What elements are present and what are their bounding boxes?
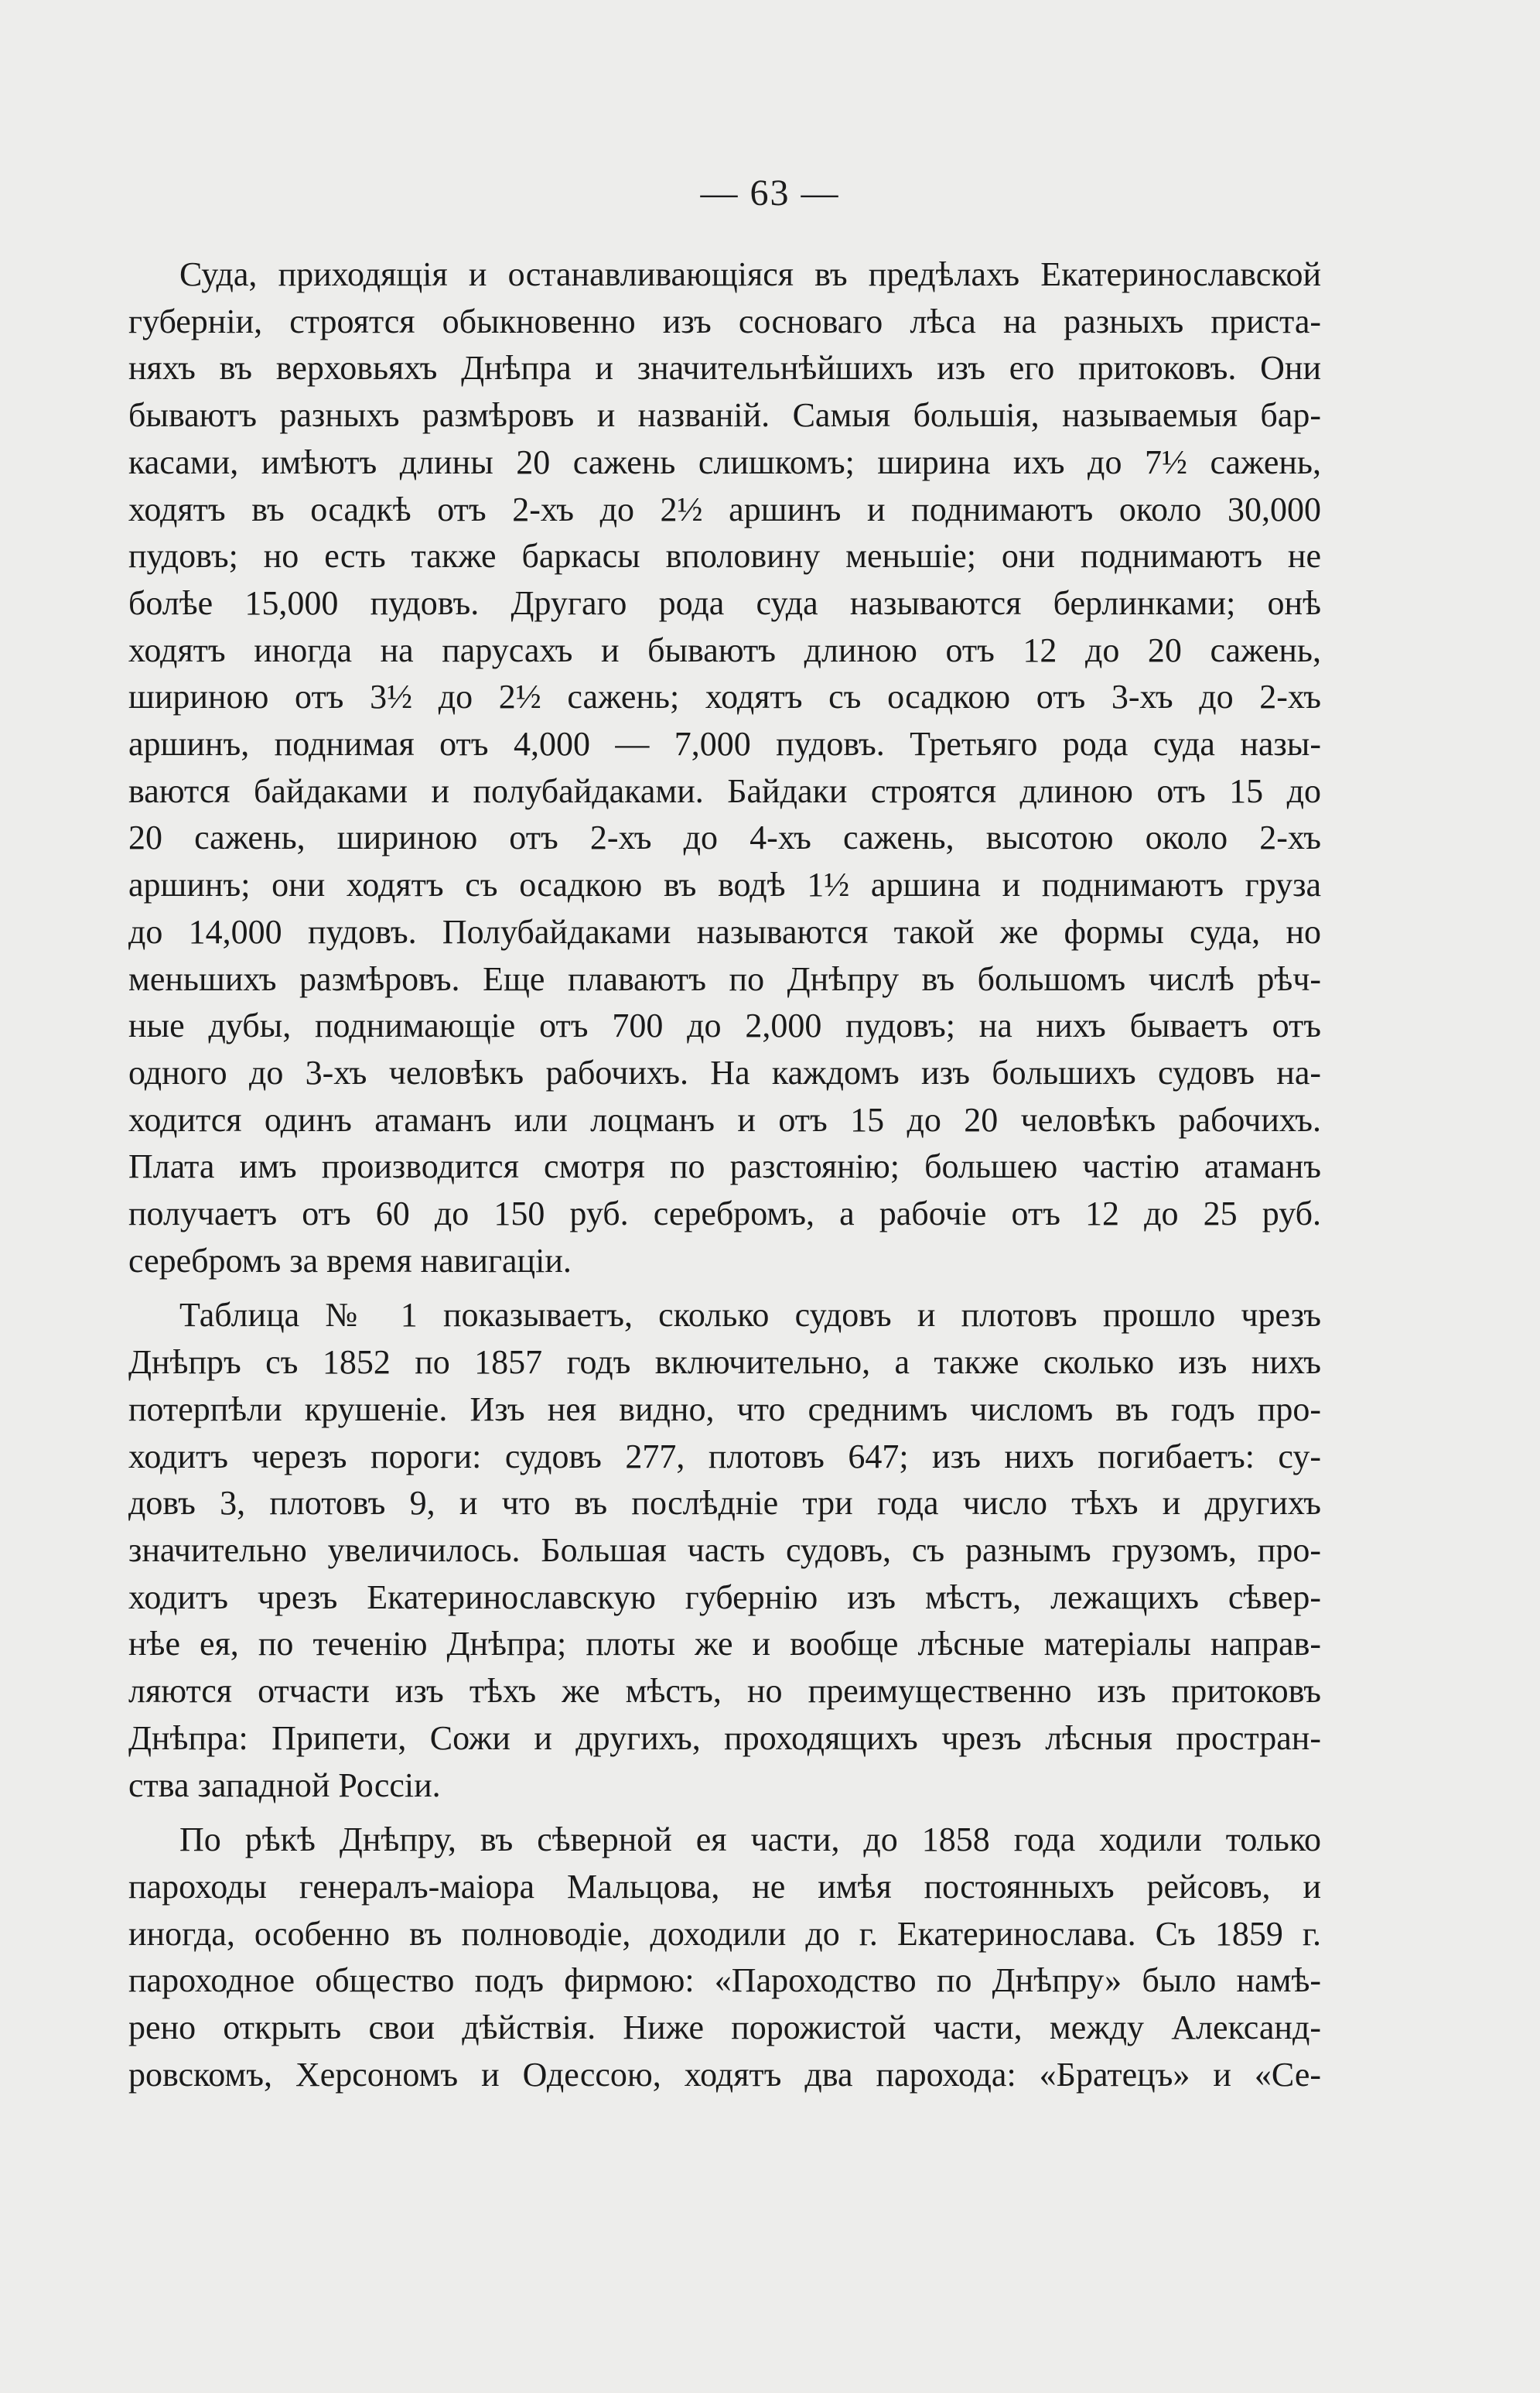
text-line: По рѣкѣ Днѣпру, въ сѣверной ея части, до 1858 года ходили только xyxy=(179,1820,1321,1859)
text-line: ные дубы, поднимающіе отъ 700 до 2,000 пудовъ; на нихъ бываетъ отъ xyxy=(128,1007,1321,1045)
text-line: значительно увеличилось. Большая часть судовъ, съ разнымъ грузомъ, про- xyxy=(128,1530,1321,1569)
text-line: Плата имъ производится смотря по разстоянію; большею частію атаманъ xyxy=(128,1147,1321,1186)
text-line: ляются отчасти изъ тѣхъ же мѣстъ, но преимущественно изъ притоковъ xyxy=(128,1672,1321,1711)
text-line: 20 сажень, шириною отъ 2-хъ до 4-хъ сажень, высотою около 2-хъ xyxy=(128,819,1321,857)
text-line: ходятъ въ осадкѣ отъ 2-хъ до 2½ аршинъ и поднимаютъ около 30,000 xyxy=(128,490,1321,528)
text-line: ства западной Россіи. xyxy=(128,1766,441,1804)
text-line: ходятъ иногда на парусахъ и бываютъ длиною отъ 12 до 20 сажень, xyxy=(128,631,1321,669)
text-line: касами, имѣютъ длины 20 сажень слишкомъ; ширина ихъ до 7½ сажень, xyxy=(128,443,1321,481)
paragraph-1 xyxy=(128,251,1321,1284)
text-line: бываютъ разныхъ размѣровъ и названій. Самыя большія, называемыя бар- xyxy=(128,396,1321,435)
text-line: губерніи, строятся обыкновенно изъ сосноваго лѣса на разныхъ приста- xyxy=(128,302,1321,340)
text-line: серебромъ за время навигаціи. xyxy=(128,1241,572,1280)
text-line: ваются байдаками и полубайдаками. Байдаки строятся длиною отъ 15 до xyxy=(128,771,1321,810)
text-line: потерпѣли крушеніе. Изъ нея видно, что среднимъ числомъ въ годъ про- xyxy=(128,1390,1321,1428)
page-number: — 63 — xyxy=(700,173,840,214)
text-line: пудовъ; но есть также баркасы вполовину меньшіе; они поднимаютъ не xyxy=(128,537,1321,576)
text-line: няхъ въ верховьяхъ Днѣпра и значительнѣйшихъ изъ его притоковъ. Они xyxy=(128,349,1321,388)
text-line: получаетъ отъ 60 до 150 руб. серебромъ, а рабочіе отъ 12 до 25 руб. xyxy=(128,1195,1321,1233)
text-line: меньшихъ размѣровъ. Еще плаваютъ по Днѣпру въ большомъ числѣ рѣч- xyxy=(128,959,1321,998)
text-line: иногда, особенно въ полноводіе, доходили до г. Екатеринослава. Съ 1859 г. xyxy=(128,1914,1321,1953)
text-line: пароходное общество подъ фирмою: «Пароходство по Днѣпру» было намѣ- xyxy=(128,1961,1321,2000)
paragraph-2 xyxy=(128,1292,1321,1809)
text-line: рено открыть свои дѣйствія. Ниже порожистой части, между Александ- xyxy=(128,2008,1321,2047)
text-line: ходится одинъ атаманъ или лоцманъ и отъ 15 до 20 человѣкъ рабочихъ. xyxy=(128,1100,1321,1139)
text-line: довъ 3, плотовъ 9, и что въ послѣдніе три года число тѣхъ и другихъ xyxy=(128,1484,1321,1523)
text-line: Таблица № 1 показываетъ, сколько судовъ и плотовъ прошло чрезъ xyxy=(179,1296,1321,1335)
text-line: Днѣпра: Припети, Сожи и другихъ, проходящихъ чрезъ лѣсныя простран- xyxy=(128,1718,1321,1757)
paragraph-3 xyxy=(128,1817,1321,2098)
text-line: ровскомъ, Херсономъ и Одессою, ходятъ два парохода: «Братецъ» и «Се- xyxy=(128,2055,1321,2094)
text-line: ходитъ черезъ пороги: судовъ 277, плотовъ 647; изъ нихъ погибаетъ: су- xyxy=(128,1437,1321,1475)
text-line: пароходы генералъ-маіора Мальцова, не имѣя постоянныхъ рейсовъ, и xyxy=(128,1867,1321,1906)
text-line: нѣе ея, по теченію Днѣпра; плоты же и вообще лѣсные матеріалы направ- xyxy=(128,1625,1321,1663)
text-line: аршинъ, поднимая отъ 4,000 — 7,000 пудовъ. Третьяго рода суда назы- xyxy=(128,725,1321,764)
text-line: шириною отъ 3½ до 2½ сажень; ходятъ съ осадкою отъ 3-хъ до 2-хъ xyxy=(128,678,1321,716)
text-line: Суда, приходящія и останавливающіяся въ предѣлахъ Екатеринославской xyxy=(179,255,1321,293)
body-text xyxy=(128,251,1321,2098)
text-line: Днѣпръ съ 1852 по 1857 годъ включительно, а также сколько изъ нихъ xyxy=(128,1343,1321,1382)
text-line: одного до 3-хъ человѣкъ рабочихъ. На каждомъ изъ большихъ судовъ на- xyxy=(128,1053,1321,1092)
text-line: ходитъ чрезъ Екатеринославскую губернію изъ мѣстъ, лежащихъ сѣвер- xyxy=(128,1578,1321,1616)
text-line: до 14,000 пудовъ. Полубайдаками называются такой же формы суда, но xyxy=(128,912,1321,951)
text-line: болѣе 15,000 пудовъ. Другаго рода суда называются берлинками; онѣ xyxy=(128,583,1321,622)
text-line: аршинъ; они ходятъ съ осадкою въ водѣ 1½ аршина и поднимаютъ груза xyxy=(128,866,1321,904)
